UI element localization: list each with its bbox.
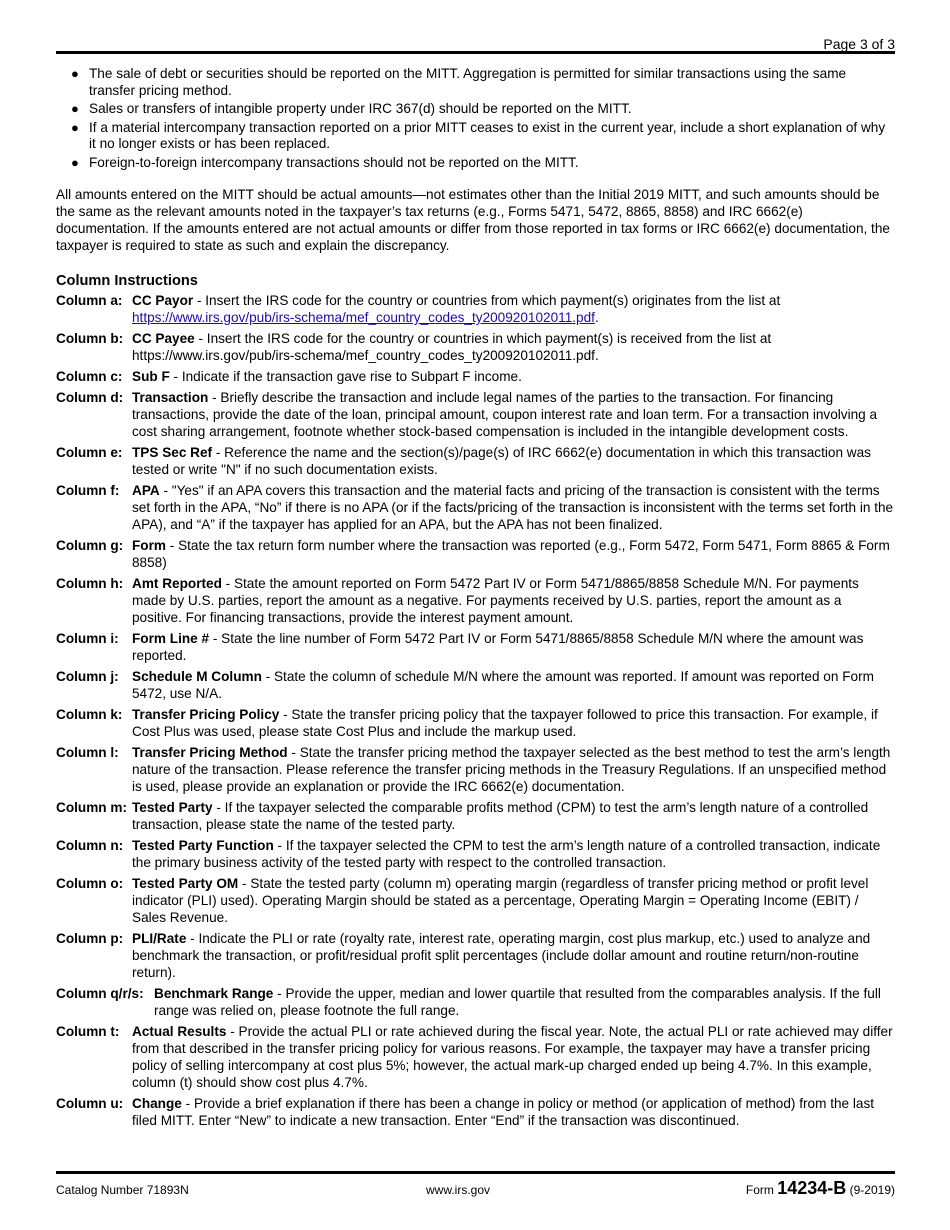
- bullet-icon: ●: [71, 66, 79, 81]
- column-label: Column n:: [56, 838, 124, 853]
- bullet-icon: ●: [71, 119, 79, 135]
- form-number: 14234-B: [777, 1178, 847, 1198]
- column-text: - If the taxpayer selected the comparable profits method (CPM) to test the arm’s length nature of a controlled transaction, please state the name of the tested party.: [132, 800, 869, 832]
- column-label: Column b:: [56, 331, 124, 346]
- column-description: [132, 368, 895, 385]
- column-label: Column m:: [56, 800, 127, 815]
- column-instruction-row: [56, 799, 895, 833]
- column-label: Column p:: [56, 931, 124, 946]
- column-description: [132, 668, 895, 702]
- column-label: Column j:: [56, 669, 119, 684]
- column-text: - If the taxpayer selected the CPM to test the arm’s length nature of a controlled transaction, indicate the primary business activity of the tested party with respect to the controlled transaction.: [132, 838, 881, 870]
- amounts-paragraph: All amounts entered on the MITT should be actual amounts—not estimates other than the Initial 2019 MITT, and such amounts should be the same as the relevant amounts noted in the taxpayer’s tax returns (e.g., Forms 5471, 5472, 8865, 8858) and IRC 6662(e) documentation. If the amounts entered are not actual amounts or differ from those reported in tax forms or IRC 6662(e) documentation, the taxpayer is required to state as such and explain the discrepancy.: [56, 187, 890, 253]
- column-description: [132, 1023, 895, 1091]
- column-name: Transfer Pricing Method: [132, 745, 288, 760]
- column-label: Column g:: [56, 538, 124, 553]
- bullet-icon: ●: [71, 154, 79, 170]
- column-text: - Briefly describe the transaction and include legal names of the parties to the transaction. For financing transactions, provide the date of the loan, principal amount, coupon interest rate and loan term. For a transaction involving a cost sharing arrangement, footnote whether stock-based compensation is included in the intangible development costs.: [132, 390, 878, 439]
- column-name: Form Line #: [132, 631, 210, 646]
- bullet-list: [56, 66, 895, 171]
- column-instruction-row: [56, 930, 895, 981]
- column-text: - Reference the name and the section(s)/page(s) of IRC 6662(e) documentation in which this transaction was tested or write "N" if no such documentation exists.: [132, 445, 871, 477]
- column-label: Column t:: [56, 1024, 120, 1039]
- column-name: Schedule M Column: [132, 669, 262, 684]
- column-label: Column a:: [56, 293, 123, 308]
- column-text: - Indicate if the transaction gave rise to Subpart F income.: [169, 369, 522, 384]
- column-description: [132, 744, 895, 795]
- column-name: APA: [132, 483, 160, 498]
- column-description: [154, 985, 895, 1019]
- column-text: - Provide a brief explanation if there has been a change in policy or method (or application of method) from the last filed MITT. Enter “New” to indicate a new transaction. Enter “End” if the transaction was discontinued.: [132, 1096, 875, 1128]
- column-description: [132, 389, 895, 440]
- column-text: - Provide the upper, median and lower quartile that resulted from the comparables analysis. If the full range was relied on, please footnote the full range.: [154, 986, 881, 1018]
- column-label: Column e:: [56, 445, 123, 460]
- column-label: Column k:: [56, 707, 123, 722]
- column-label: Column c:: [56, 369, 123, 384]
- column-instruction-row: [56, 1095, 895, 1129]
- column-description: [132, 482, 895, 533]
- column-description: [132, 330, 895, 364]
- column-description: [132, 630, 895, 664]
- column-description: [132, 575, 895, 626]
- column-label: Column f:: [56, 483, 120, 498]
- catalog-number: Catalog Number 71893N: [56, 1183, 189, 1197]
- page-number: Page 3 of 3: [823, 36, 895, 52]
- column-label: Column d:: [56, 390, 124, 405]
- column-description: [132, 1095, 895, 1129]
- column-instruction-row: [56, 875, 895, 926]
- column-text: - State the tax return form number where the transaction was reported (e.g., Form 5472, Form 5471, Form 8865 & Form 8858): [132, 538, 890, 570]
- column-instruction-row: [56, 368, 895, 385]
- column-text: - Indicate the PLI or rate (royalty rate, interest rate, operating margin, cost plus markup, etc.) used to analyze and benchmark the transaction, or profit/residual profit split percentages (include dollar amount and routine return/non-routine return).: [132, 931, 871, 980]
- column-name: PLI/Rate: [132, 931, 187, 946]
- column-instruction-row: [56, 482, 895, 533]
- page-header: [56, 0, 895, 54]
- bullet-item: ● Foreign-to-foreign intercompany transactions should not be reported on the MITT.: [71, 154, 579, 170]
- column-name: Benchmark Range: [154, 986, 274, 1001]
- column-text: - Provide the actual PLI or rate achieved during the fiscal year. Note, the actual PLI or rate achieved may differ from that described in the transfer pricing policy for various reasons. For example, the taxpayer may have a transfer pricing policy of selling intercompany at cost plus 5%; however, the actual mark-up charged ended up being 4.7%. In this example, column (t) should show cost plus 4.7%.: [132, 1024, 893, 1090]
- column-name: Sub F: [132, 369, 170, 384]
- column-instruction-row: [56, 630, 895, 664]
- column-instruction-row: [56, 330, 895, 364]
- column-text: - Insert the IRS code for the country or countries from which payment(s) originates from the list at: [193, 293, 781, 308]
- column-description: [132, 706, 895, 740]
- document-page: [56, 0, 895, 1129]
- column-name: Transaction: [132, 390, 209, 405]
- column-text: - State the transfer pricing method the taxpayer selected as the best method to test the arm’s length nature of the transaction. Please reference the transfer pricing methods in the Treasury Regulations. If an unspecified method is used, please provide an explanation or provide the IRC 6662(e) documentation.: [132, 745, 891, 794]
- column-name: TPS Sec Ref: [132, 445, 213, 460]
- column-instruction-row: [56, 985, 895, 1019]
- bullet-icon: ●: [71, 101, 79, 116]
- column-label: Column o:: [56, 876, 124, 891]
- column-instruction-row: [56, 575, 895, 626]
- column-text-end: .: [594, 310, 599, 325]
- column-text: - Insert the IRS code for the country or countries in which payment(s) is received from the list at https://www.irs.gov/pub/irs-schema/mef_country_codes_ty200920102011.pdf.: [132, 331, 772, 363]
- section-title: Column Instructions: [56, 273, 198, 289]
- column-instruction-row: [56, 706, 895, 740]
- column-description: [132, 537, 895, 571]
- column-name: Tested Party: [132, 800, 213, 815]
- column-instruction-row: [56, 668, 895, 702]
- column-name: Transfer Pricing Policy: [132, 707, 280, 722]
- bullet-item: ● If a material intercompany transaction reported on a prior MITT ceases to exist in the current year, include a short explanation of why it no longer exists or has been replaced.: [71, 119, 886, 151]
- column-description: [132, 837, 895, 871]
- column-label: Column u:: [56, 1096, 124, 1111]
- column-text: - "Yes" if an APA covers this transaction and the material facts and pricing of the transaction is consistent with the terms set forth in the APA, “No” if there is no APA (or if the facts/pricing of the transaction is inconsistent with the terms set forth in the APA), and “A” if the taxpayer has applied for an APA, but the APA has not been finalized.: [132, 483, 894, 532]
- column-instruction-row: [56, 1023, 895, 1091]
- bullet-item: ● Sales or transfers of intangible property under IRC 367(d) should be reported on the MITT.: [71, 101, 632, 116]
- column-description: [132, 930, 895, 981]
- column-instructions: [56, 292, 895, 1129]
- column-name: Amt Reported: [132, 576, 222, 591]
- page-footer: [56, 1171, 895, 1204]
- column-instruction-row: [56, 537, 895, 571]
- column-name: Actual Results: [132, 1024, 227, 1039]
- column-description: [132, 875, 895, 926]
- column-text: - State the column of schedule M/N where the amount was reported. If amount was reported on Form 5472, use N/A.: [132, 669, 874, 701]
- bullet-item: ● The sale of debt or securities should be reported on the MITT. Aggregation is permitted for similar transactions using the same transfer pricing method.: [71, 66, 847, 98]
- column-label: Column h:: [56, 576, 124, 591]
- column-description: [132, 292, 895, 326]
- column-text: - State the tested party (column m) operating margin (regardless of transfer pricing method or profit level indicator (PLI) used). Operating Margin should be stated as a percentage, Operating Margin = Operating Income (EBIT) / Sales Revenue.: [132, 876, 869, 925]
- column-name: Tested Party Function: [132, 838, 274, 853]
- column-label: Column q/r/s:: [56, 986, 144, 1001]
- column-name: CC Payor: [132, 293, 194, 308]
- column-instruction-row: [56, 744, 895, 795]
- column-text: - State the transfer pricing policy that the taxpayer followed to price this transaction. For example, if Cost Plus was used, please state Cost Plus and include the markup used.: [132, 707, 878, 739]
- country-codes-link[interactable]: https://www.irs.gov/pub/irs-schema/mef_country_codes_ty200920102011.pdf: [132, 310, 595, 325]
- column-name: Form: [132, 538, 166, 553]
- column-instruction-row: [56, 389, 895, 440]
- column-text: - State the line number of Form 5472 Part IV or Form 5471/8865/8858 Schedule M/N where the amount was reported.: [132, 631, 864, 663]
- column-instruction-row: [56, 292, 895, 326]
- form-identifier: Form 14234-B (9-2019): [745, 1178, 895, 1198]
- column-label: Column i:: [56, 631, 119, 646]
- column-name: Tested Party OM: [132, 876, 239, 891]
- website-link[interactable]: www.irs.gov: [426, 1183, 491, 1197]
- column-name: CC Payee: [132, 331, 195, 346]
- column-description: [132, 444, 895, 478]
- column-label: Column l:: [56, 745, 119, 760]
- column-name: Change: [132, 1096, 182, 1111]
- column-instruction-row: [56, 837, 895, 871]
- column-instruction-row: [56, 444, 895, 478]
- column-description: [132, 799, 895, 833]
- column-text: - State the amount reported on Form 5472 Part IV or Form 5471/8865/8858 Schedule M/N. For payments made by U.S. parties, report the amount as a negative. For payments received by U.S. parties, report the amount as a positive. For financing transactions, provide the interest payment amount.: [132, 576, 859, 625]
